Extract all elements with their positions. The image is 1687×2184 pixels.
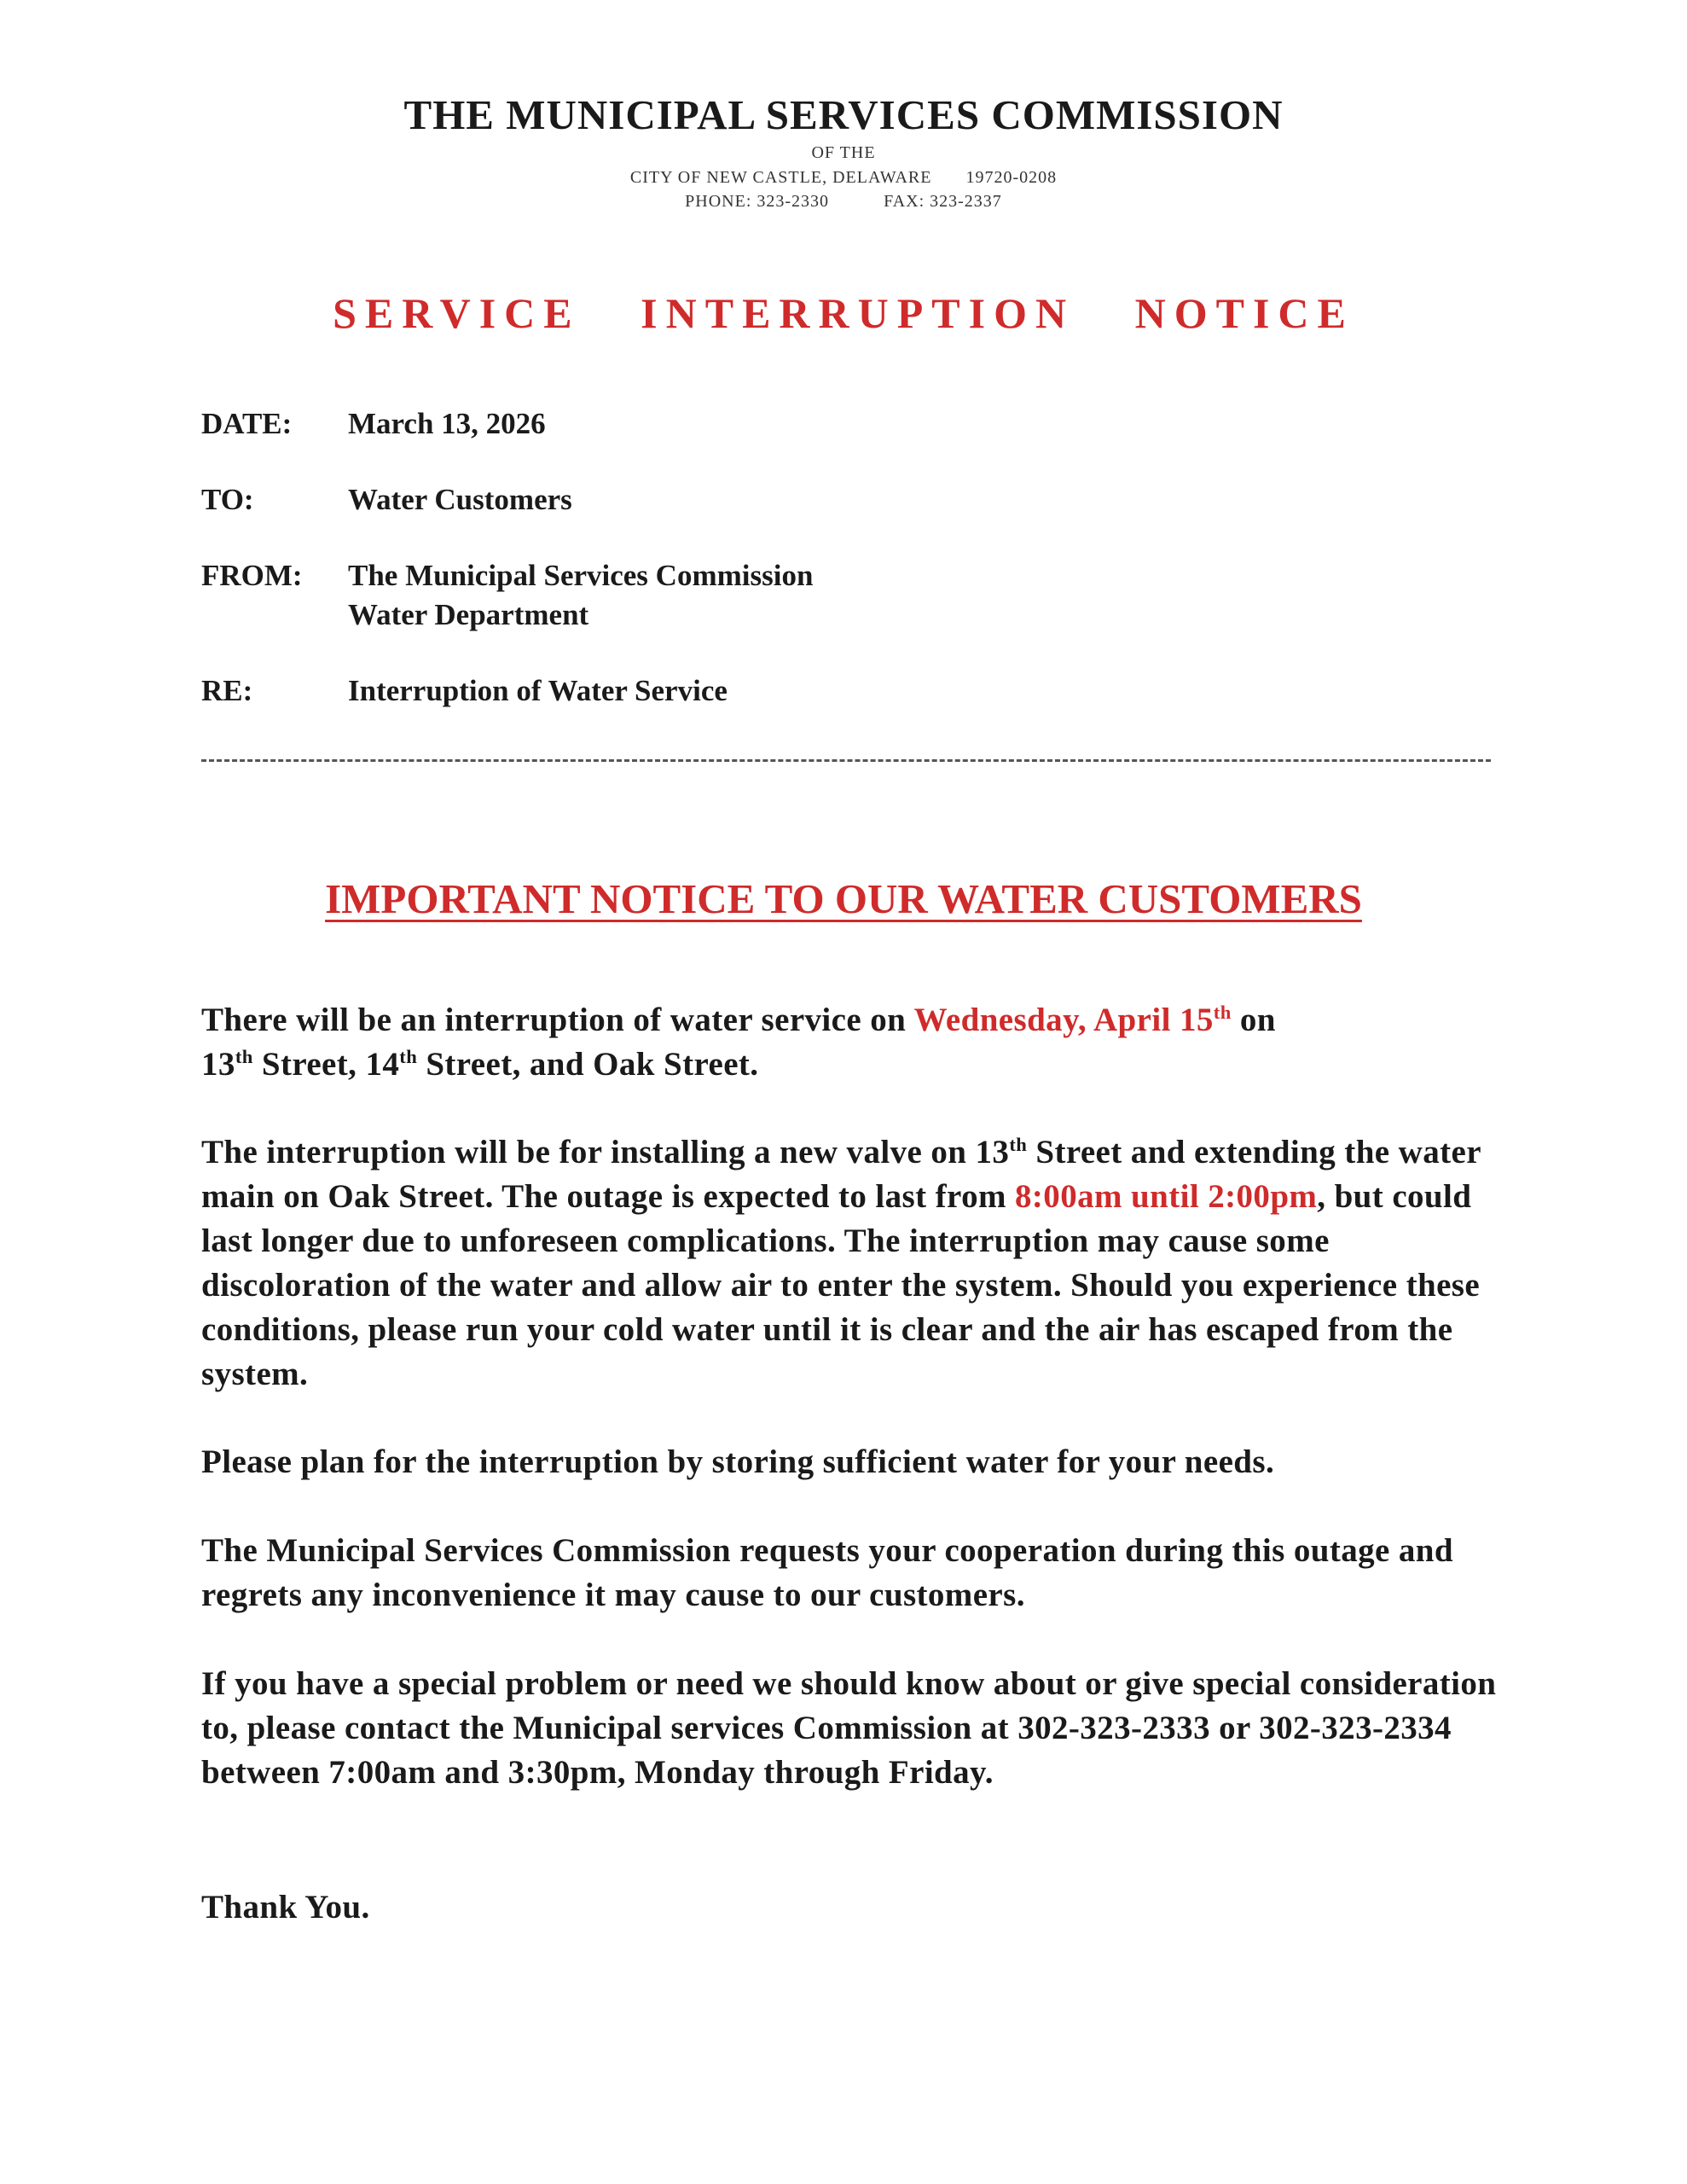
date-suffix: th <box>1213 1002 1232 1023</box>
title-word-service: SERVICE <box>333 289 581 337</box>
suffix-13th-b: th <box>1009 1134 1028 1155</box>
important-heading: IMPORTANT NOTICE TO OUR WATER CUSTOMERS <box>325 875 1362 922</box>
re-label: RE: <box>201 674 253 707</box>
suffix-13th: th <box>235 1046 253 1067</box>
date-value: March 13, 2026 <box>348 407 546 440</box>
paragraph-plan: Please plan for the interruption by storing sufficient water for your needs. <box>201 1443 1275 1480</box>
p1-text-e: Street, and Oak Street. <box>417 1046 759 1083</box>
from-value-line2: Water Department <box>348 598 589 631</box>
re-value: Interruption of Water Service <box>348 674 728 707</box>
p2-text-b: Street and extending the water main on Oak Street. The outage is expected to last from <box>201 1134 1481 1215</box>
p2-text-a: The interruption will be for installing a new valve on 13 <box>201 1134 1010 1170</box>
of-the-line: OF THE <box>811 143 876 162</box>
p1-text-d: Street, 14 <box>252 1046 400 1083</box>
from-label: FROM: <box>201 559 303 592</box>
title-word-interruption: INTERRUPTION <box>641 289 1075 337</box>
address-line <box>0 168 1687 188</box>
interruption-date <box>914 1002 1232 1038</box>
title-word-notice: NOTICE <box>1134 289 1354 337</box>
paragraph-schedule <box>201 998 1506 1087</box>
dashed-divider <box>201 759 1491 762</box>
p1-text-b: on <box>1231 1002 1276 1038</box>
p1-text-a: There will be an interruption of water service on <box>201 1002 914 1038</box>
from-value-line1: The Municipal Services Commission <box>348 559 814 592</box>
outage-time-window: 8:00am until 2:00pm <box>1015 1178 1318 1215</box>
org-title: THE MUNICIPAL SERVICES COMMISSION <box>403 91 1284 138</box>
phone-text: PHONE: 323-2330 <box>685 192 830 211</box>
date-label: DATE: <box>201 407 293 440</box>
suffix-14th: th <box>399 1046 418 1067</box>
to-label: TO: <box>201 483 254 516</box>
p2-text-c: , but could last longer due to unforeseen complications. The interruption may cause some discoloration of the water and allow air to enter the system. Should you experience these conditions, please run your cold water until it is clear and the air has escaped from the system. <box>201 1178 1481 1392</box>
interruption-date-text: Wednesday, April 15 <box>913 1002 1214 1038</box>
zip-text: 19720-0208 <box>965 168 1058 187</box>
to-value: Water Customers <box>348 483 572 516</box>
p1-text-c: 13 <box>201 1046 235 1083</box>
closing-thank-you: Thank You. <box>201 1889 370 1926</box>
service-interruption-title <box>0 288 1687 338</box>
contact-line <box>0 192 1687 212</box>
paragraph-contact: If you have a special problem or need we should know about or give special consideration to, please contact the Municipal services Commission at 302-323-2333 or 302-323-2334 between 7:00am and 3:30pm, Monday through Friday. <box>201 1665 1497 1791</box>
fax-text: FAX: 323-2337 <box>884 192 1002 211</box>
paragraph-cooperation: The Municipal Services Commission requests your cooperation during this outage and regrets any inconvenience it may cause to our customers. <box>201 1532 1453 1613</box>
city-text: CITY OF NEW CASTLE, DELAWARE <box>629 168 932 187</box>
paragraph-details <box>201 1130 1506 1397</box>
